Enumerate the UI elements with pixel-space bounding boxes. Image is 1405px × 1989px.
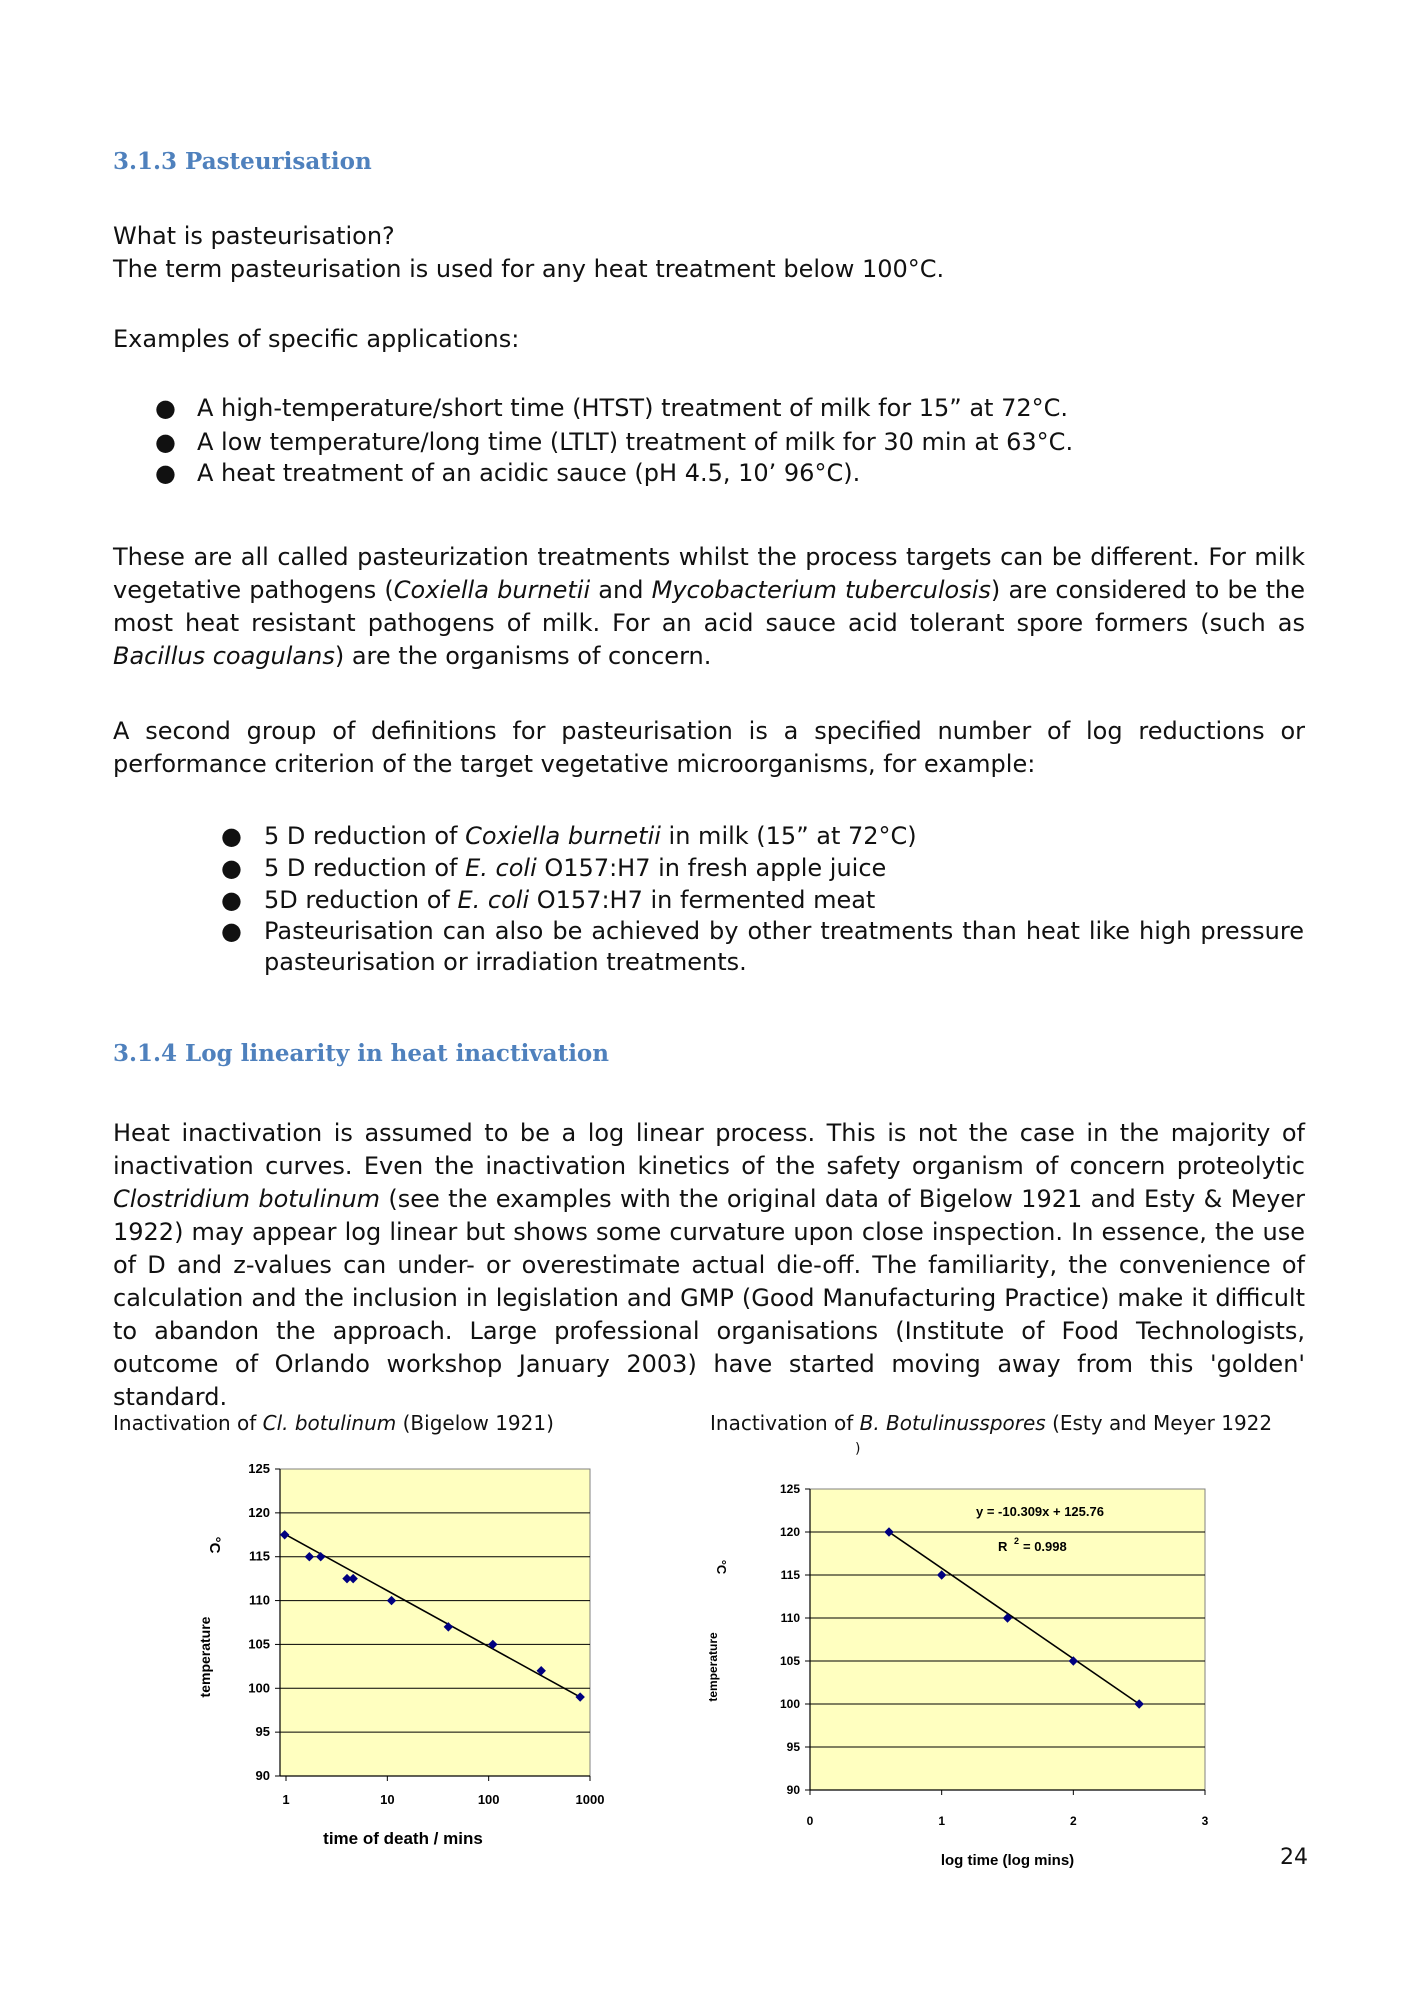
- y-tick-label: 105: [248, 1636, 270, 1652]
- r-squared-value: = 0.998: [1023, 1539, 1067, 1554]
- plot-area: [280, 1469, 590, 1776]
- examples-label: Examples of specific applications:: [113, 325, 520, 353]
- x-tick-label: 1: [938, 1814, 946, 1828]
- examples-list: [155, 392, 1297, 490]
- plot-area: [810, 1489, 1205, 1790]
- list-item: ● A low temperature/long time (LTLT) treatment of milk for 30 min at 63°C.: [155, 428, 1074, 456]
- page-number: 24: [1280, 1845, 1308, 1870]
- y-axis-label: temperature: [197, 1616, 213, 1698]
- y-tick-label: 115: [249, 1548, 270, 1564]
- definitions-paragraph: A second group of definitions for pasteurisation is a specified number of log reductions or performance criterion of the target vegetative microorganisms, for example:: [113, 717, 1305, 778]
- x-tick-label: 10: [380, 1792, 395, 1807]
- chart-caption-right-tail: ): [855, 1441, 861, 1457]
- list-item: ● 5 D reduction of E. coli O157:H7 in fresh apple juice: [221, 854, 887, 882]
- y-tick-label: 105: [779, 1654, 800, 1668]
- x-tick-label: 1000: [575, 1792, 605, 1807]
- chart-caption-left: Inactivation of Cl. botulinum (Bigelow 1921): [113, 1411, 554, 1435]
- x-tick-label: 0: [806, 1814, 814, 1828]
- list-item: ● A heat treatment of an acidic sauce (pH 4.5, 10’ 96°C).: [155, 459, 861, 487]
- list-item: ● Pasteurisation can also be achieved by other treatments than heat like high pressure pasteurisation or irradiation treatments.: [221, 917, 1304, 976]
- r-squared-label: R: [998, 1539, 1008, 1554]
- y-axis-unit: °C: [206, 1536, 223, 1554]
- y-tick-label: 120: [779, 1525, 800, 1539]
- x-tick-label: 2: [1069, 1814, 1077, 1828]
- y-axis-unit: °C: [714, 1559, 729, 1575]
- definition-text: The term pasteurisation is used for any heat treatment below 100°C.: [113, 255, 945, 283]
- pasteurization-paragraph: These are all called pasteurization treatments whilst the process targets can be different. For milk vegetative pathogens (Coxiella burnetii and Mycobacterium tuberculosis) are considered to be the most heat resistant pathogens of milk. For an acid sauce acid tolerant spore formers (such as Bacillus coagulans) are the organisms of concern.: [113, 543, 1305, 670]
- x-tick-label: 1: [282, 1792, 290, 1807]
- x-axis-label: time of death / mins: [323, 1829, 483, 1848]
- y-axis-label: temperature: [706, 1632, 720, 1702]
- y-tick-label: 100: [779, 1697, 800, 1711]
- y-tick-label: 90: [255, 1768, 270, 1783]
- y-tick-label: 110: [780, 1611, 800, 1625]
- log-linearity-paragraph: Heat inactivation is assumed to be a log linear process. This is not the case in the majority of inactivation curves. Even the inactivation kinetics of the safety organism of concern proteolytic Clostridium botulinum (see the examples with the original data of Bigelow 1921 and Esty & Meyer 1922) may appear log linear but shows some curvature upon close inspection. In essence, the use of D and z-values can under- or overestimate actual die-off. The familiarity, the convenience of calculation and the inclusion in legislation and GMP (Good Manufacturing Practice) make it difficult to abandon the approach. Large professional organisations (Institute of Food Technologists, outcome of Orlando workshop January 2003) have started moving away from this 'golden' standard.: [113, 1119, 1306, 1411]
- y-tick-label: 125: [779, 1482, 800, 1496]
- y-tick-label: 125: [248, 1461, 270, 1476]
- section-heading-log-linearity: 3.1.4 Log linearity in heat inactivation: [113, 1040, 609, 1067]
- chart-caption-right: Inactivation of B. Botulinusspores (Esty and Meyer 1922: [710, 1411, 1273, 1435]
- chart-esty-meyer: [695, 1475, 1235, 1875]
- y-tick-label: 95: [786, 1740, 800, 1754]
- question-text: What is pasteurisation?: [113, 222, 395, 250]
- y-tick-label: 115: [780, 1568, 800, 1582]
- x-tick-label: 3: [1201, 1814, 1209, 1828]
- list-item: ● 5 D reduction of Coxiella burnetii in milk (15” at 72°C): [221, 822, 917, 850]
- list-item: ● A high-temperature/short time (HTST) treatment of milk for 15” at 72°C.: [155, 394, 1069, 422]
- list-item: ● 5D reduction of E. coli O157:H7 in fermented meat: [221, 886, 876, 914]
- chart-bigelow: [190, 1450, 650, 1848]
- trendline-equation: y = -10.309x + 125.76: [976, 1504, 1104, 1519]
- y-tick-label: 110: [249, 1592, 270, 1608]
- section-heading-pasteurisation: 3.1.3 Pasteurisation: [113, 148, 372, 175]
- y-tick-label: 90: [786, 1783, 800, 1797]
- criteria-list: [221, 820, 1304, 978]
- y-tick-label: 120: [248, 1504, 270, 1520]
- y-tick-label: 95: [255, 1724, 270, 1740]
- y-tick-label: 100: [248, 1680, 270, 1696]
- x-tick-label: 100: [477, 1792, 500, 1807]
- x-axis-label: log time (log mins): [940, 1852, 1075, 1869]
- r-squared-superscript: 2: [1014, 1536, 1020, 1546]
